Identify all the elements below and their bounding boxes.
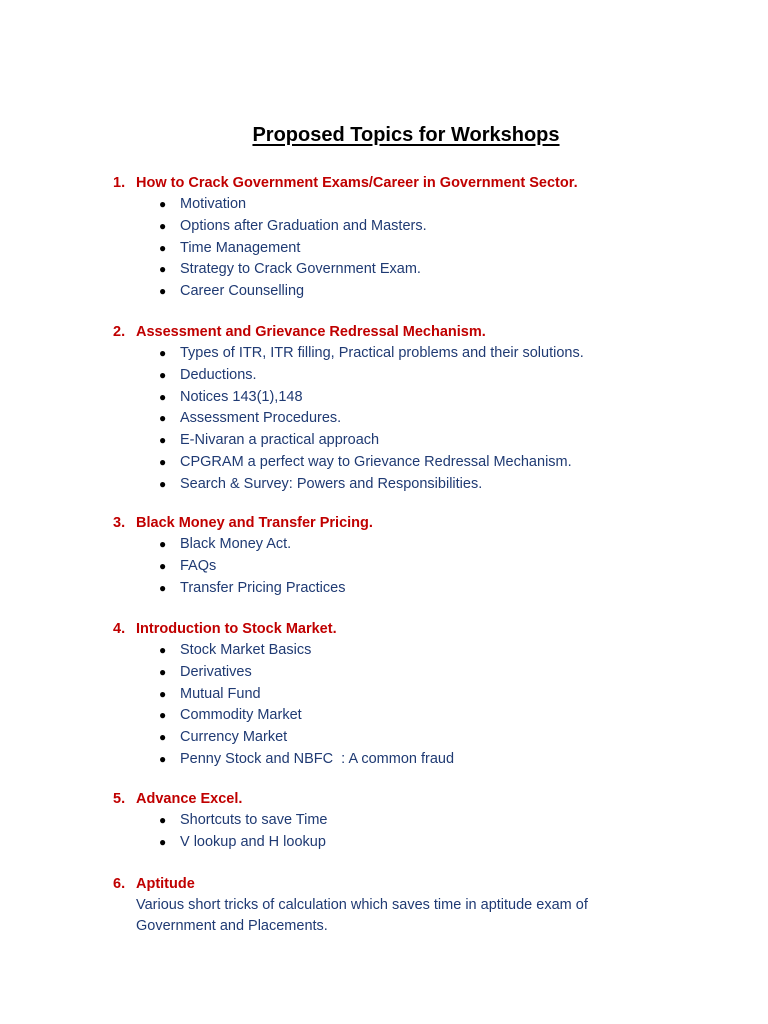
- list-item-text: CPGRAM a perfect way to Grievance Redressal Mechanism.: [180, 453, 572, 470]
- list-item-text: Derivatives: [180, 663, 252, 680]
- section-heading: [113, 321, 733, 343]
- list-item: [113, 832, 733, 854]
- list-item-text: Time Management: [180, 239, 301, 256]
- bullet-list: [113, 194, 733, 303]
- list-item-text: Shortcuts to save Time: [180, 812, 328, 828]
- list-item-text: Motivation: [180, 196, 247, 212]
- bullet-icon: ●: [159, 454, 167, 469]
- list-item: [113, 640, 733, 662]
- list-item-text: Commodity Market: [180, 707, 302, 724]
- list-item: [113, 810, 733, 832]
- list-item-text: Options after Graduation and Masters.: [180, 217, 427, 234]
- list-item: [113, 194, 733, 216]
- list-item: [113, 727, 733, 749]
- list-item-text: Mutual Fund: [180, 685, 261, 702]
- bullet-list: [113, 810, 733, 854]
- list-item: [113, 216, 733, 238]
- list-item-text: Transfer Pricing Practices: [180, 579, 346, 596]
- bullet-icon: ●: [159, 537, 167, 551]
- section-5: [113, 788, 733, 854]
- bullet-icon: ●: [159, 686, 167, 701]
- bullet-list: [113, 640, 733, 771]
- list-item: [113, 556, 733, 578]
- list-item: [113, 259, 733, 281]
- list-item-text: Search & Survey: Powers and Responsibilities.: [180, 475, 483, 492]
- list-item: [113, 684, 733, 706]
- bullet-icon: ●: [159, 813, 167, 827]
- section-title: How to Crack Government Exams/Career in Government Sector.: [136, 175, 578, 191]
- bullet-icon: ●: [159, 346, 167, 360]
- list-item: [113, 430, 733, 452]
- list-item-text: Black Money Act.: [180, 536, 292, 552]
- bullet-icon: ●: [159, 284, 167, 299]
- bullet-icon: ●: [159, 751, 167, 766]
- list-item: [113, 452, 733, 474]
- section-number: 1.: [113, 175, 126, 191]
- page-title: Proposed Topics for Workshops: [252, 124, 560, 146]
- list-item: [113, 474, 733, 496]
- section-3: [113, 512, 733, 599]
- bullet-icon: ●: [159, 664, 167, 679]
- list-item: [113, 238, 733, 260]
- section-heading: [113, 788, 733, 810]
- section-heading: [113, 873, 733, 895]
- section-title: Assessment and Grievance Redressal Mechanism.: [136, 324, 486, 340]
- list-item-text: Career Counselling: [180, 283, 305, 300]
- list-item-text: E-Nivaran a practical approach: [180, 432, 380, 449]
- list-item-text: Deductions.: [180, 366, 257, 383]
- section-4: [113, 618, 733, 771]
- list-item: [113, 578, 733, 600]
- list-item: [113, 365, 733, 387]
- bullet-icon: ●: [159, 708, 167, 723]
- list-item: [113, 408, 733, 430]
- bullet-icon: ●: [159, 558, 167, 573]
- list-item: [113, 662, 733, 684]
- bullet-icon: ●: [159, 218, 167, 233]
- section-number: 3.: [113, 515, 126, 531]
- list-item-text: Types of ITR, ITR filling, Practical problems and their solutions.: [180, 345, 584, 361]
- list-item: [113, 387, 733, 409]
- bullet-icon: ●: [159, 580, 167, 595]
- list-item-text: Currency Market: [180, 729, 288, 746]
- list-item-text: FAQs: [180, 557, 217, 574]
- section-number: 5.: [113, 791, 126, 807]
- bullet-icon: ●: [159, 197, 167, 211]
- section-heading: [113, 512, 733, 534]
- bullet-icon: ●: [159, 389, 167, 404]
- bullet-icon: ●: [159, 411, 167, 426]
- bullet-icon: ●: [159, 433, 167, 448]
- section-6: [113, 873, 733, 937]
- bullet-icon: ●: [159, 240, 167, 255]
- section-heading: [113, 618, 733, 640]
- section-number: 2.: [113, 324, 126, 340]
- bullet-icon: ●: [159, 367, 167, 382]
- section-title: Aptitude: [136, 876, 195, 892]
- bullet-icon: ●: [159, 476, 167, 491]
- bullet-list: [113, 343, 733, 496]
- section-2: [113, 321, 733, 496]
- section-heading: [113, 172, 733, 194]
- section-1: [113, 172, 733, 303]
- list-item: [113, 705, 733, 727]
- list-item-text: Assessment Procedures.: [180, 410, 342, 427]
- section-title: Advance Excel.: [136, 791, 243, 807]
- list-item-text: Penny Stock and NBFC : A common fraud: [180, 750, 455, 767]
- bullet-icon: ●: [159, 262, 167, 277]
- bullet-icon: ●: [159, 643, 167, 657]
- list-item: [113, 281, 733, 303]
- bullet-list: [113, 534, 733, 599]
- bullet-icon: ●: [159, 730, 167, 745]
- section-number: 4.: [113, 621, 126, 637]
- bullet-icon: ●: [159, 834, 167, 849]
- section-title: Introduction to Stock Market.: [136, 621, 337, 637]
- list-item: [113, 749, 733, 771]
- list-item: [113, 343, 733, 365]
- section-title: Black Money and Transfer Pricing.: [136, 515, 373, 531]
- list-item-text: Strategy to Crack Government Exam.: [180, 261, 421, 278]
- list-item: [113, 534, 733, 556]
- section-number: 6.: [113, 876, 126, 892]
- list-item-text: Notices 143(1),148: [180, 388, 303, 405]
- section-paragraph: Various short tricks of calculation which saves time in aptitude exam of Government and Placements.: [136, 897, 588, 934]
- list-item-text: V lookup and H lookup: [180, 833, 326, 850]
- list-item-text: Stock Market Basics: [180, 642, 312, 658]
